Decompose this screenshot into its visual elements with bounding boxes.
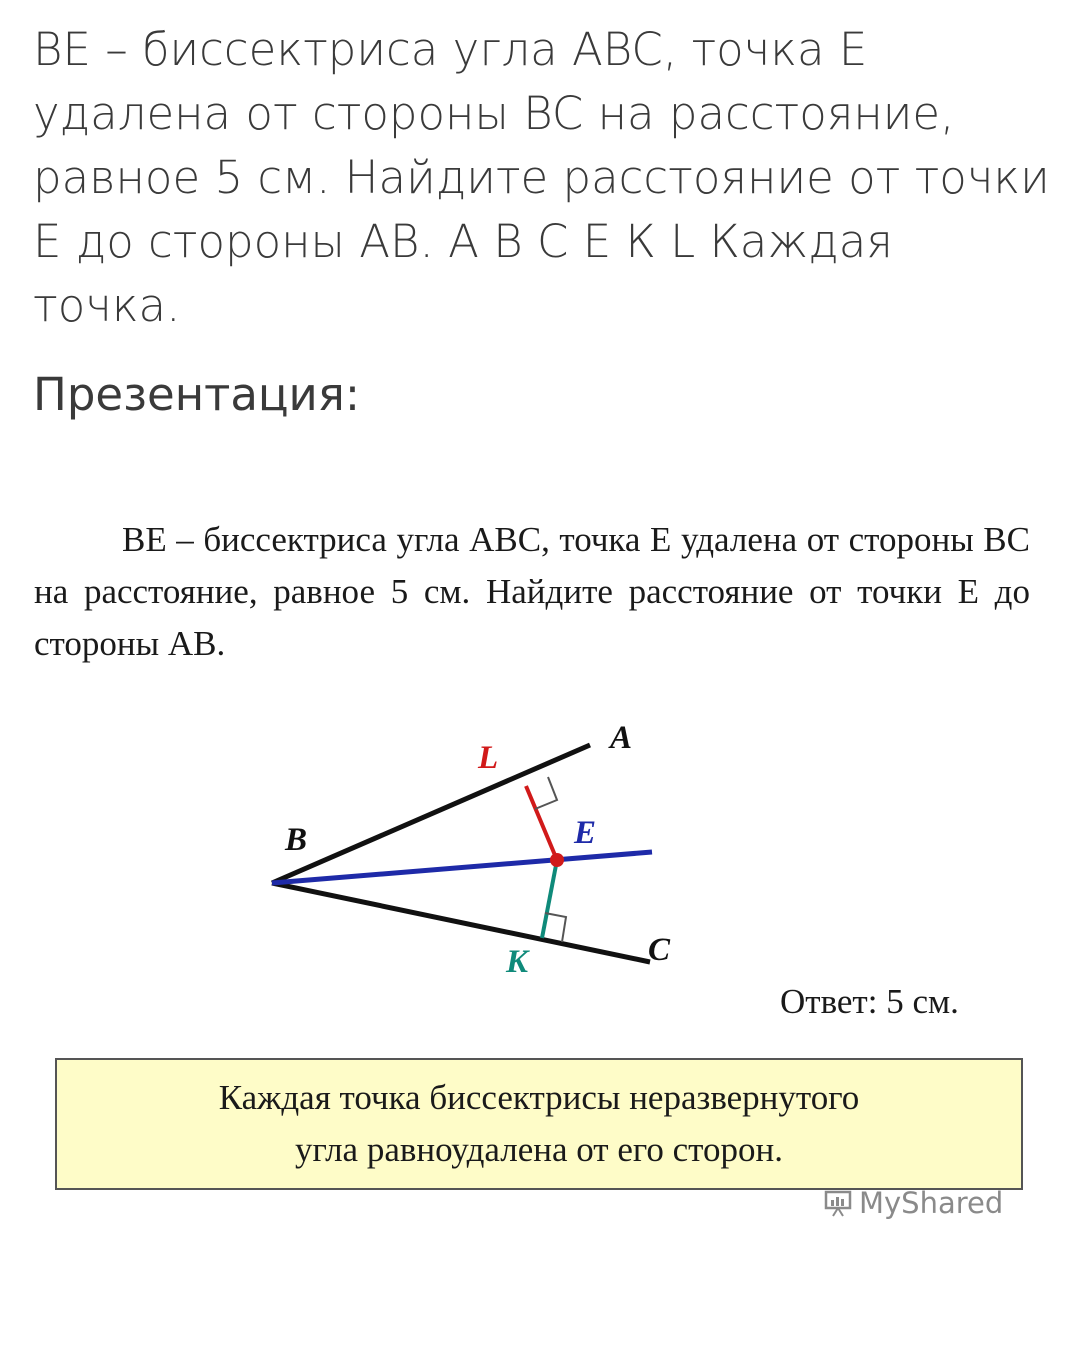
presentation-heading: Презентация:: [33, 368, 361, 421]
slide-problem-text: BE – биссектриса угла ABC, точка E удалена от стороны BC на расстояние, равное 5 см. Найдите расстояние от точки E до стороны AB.: [34, 520, 1030, 663]
question-text: BE – биссектриса угла ABC, точка E удалена от стороны BC на расстояние, равное 5 см. Найдите расстояние от точки E до стороны AB. А В С Е К L Каждая точка.: [33, 23, 1050, 332]
label-k: K: [506, 944, 529, 980]
segment-ek: [542, 860, 557, 938]
label-l: L: [478, 740, 499, 776]
right-angle-mark-k: [545, 913, 566, 942]
label-c: C: [648, 932, 671, 968]
point-e-dot: [550, 853, 564, 867]
presentation-slide: [0, 500, 1080, 1240]
side-bc: [272, 883, 650, 962]
label-a: A: [610, 720, 633, 756]
rule-line-2: угла равноудалена от его сторон.: [295, 1130, 783, 1169]
right-angle-mark-l: [535, 777, 557, 809]
myshared-watermark: [823, 1186, 1003, 1220]
angle-diagram: [0, 700, 1080, 1000]
rule-line-1: Каждая точка биссектрисы неразвернутого: [218, 1078, 860, 1117]
rule-box: [55, 1058, 1023, 1190]
label-e: E: [574, 815, 597, 851]
answer-text: Ответ: 5 см.: [780, 982, 959, 1021]
presentation-board-icon: [823, 1188, 853, 1218]
watermark-text: MyShared: [859, 1186, 1004, 1220]
segment-el: [526, 786, 557, 860]
label-b: B: [285, 822, 308, 858]
